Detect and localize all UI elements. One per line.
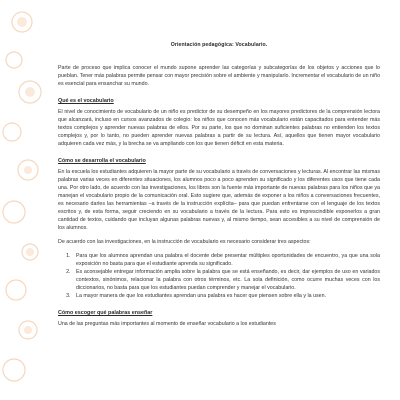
intro-paragraph: Parte de proceso que implica conocer el mundo supone aprender las categorías y subcategorías de los objetos y acciones que lo pueblan. Tener más palabras permite pensar con mayor precisión sobre el ambiente y manipularlo. Incrementar el vocabulario de un niño es esencial para ensanchar su mundo. (58, 65, 381, 87)
list-item: 3. La mayor manera de que los estudiantes aprendan una palabra es hacer que piensen sobre ella y la usen. (72, 292, 380, 300)
section-paragraph: De acuerdo con las investigaciones, en la instrucción de vocabulario es necesario considerar tres aspectos: (58, 239, 311, 245)
section-paragraph: Una de las preguntas más importantes al momento de enseñar vocabulario a los estudiantes (58, 321, 276, 327)
numbered-list (58, 252, 380, 300)
document-body (58, 42, 380, 334)
document-title: Orientación pedagógica: Vocabulario. (170, 42, 268, 48)
section-paragraph: En la escuela los estudiantes adquieren la mayor parte de su vocabulario a través de conversaciones y lecturas. Al encontrar las mismas palabras varias veces en diferentes situaciones, los alumnos poco a poco aprenden su significado y los diferentes usos que tiene cada una. Por otro lado, de acuerdo con las investigaciones, los libros son la fuente más importante de nuevas palabras para los niños que ya manejan el vocabulario propio de la comunicación oral. Esto sugiere que, además de exponer a los niños a conversaciones frecuentes, es necesario darles las herramientas –a través de la instrucción explícita– para que puedan enfrentarse con el lenguaje de los textos escritos y, de esta forma, seguir creciendo en su vocabulario a través de la lectura. Para esto es imprescindible exponerlos a gran cantidad de textos, cuidando que incluyan algunas palabras nuevas y, al mismo tiempo, sean accesibles a su nivel de comprensión de los alumnos. (58, 169, 380, 231)
list-item: 1. Para que los alumnos aprendan una palabra el docente debe presentar múltiples oportunidades de encuentro, ya que una sola exposición no basta para que el estudiante aprenda su significado. (72, 252, 380, 268)
decorative-circles-border (0, 0, 44, 400)
list-item: 2. Es aconsejable entregar información amplia sobre la palabra que se está enseñando, es decir, dar ejemplos de uso en variados contextos, sinónimos, relacionar la palabra con otros términos, etc. La sola definición, como ocurre muchas veces con los diccionarios, no basta para que los estudiantes puedan comprender y manejar el vocabulario. (72, 268, 380, 292)
section-heading: Qué es el vocabulario (58, 98, 114, 104)
section-paragraph: El nivel de conocimiento de vocabulario de un niño es predictor de su desempeño en los mayores predictores de la comprensión lectora que alcanzará, incluso en cursos avanzados de colegio: los niños que conocen más vocabulario están capacitados para entender más textos complejos y aprender nuevas palabras de ellos. Por su parte, los que no dominan suficientes palabras no entienden los textos complejos y, por lo tanto, no pueden aprender nuevas palabras a partir de su lectura. Así, aquellos que tienen mayor vocabulario adquieren cada vez más, y la brecha se va ampliando con los que tienen déficit en esta materia. (58, 109, 380, 147)
section-heading: Cómo se desarrolla el vocabulario (58, 158, 146, 164)
section-heading: Cómo escoger qué palabras enseñar (58, 310, 153, 316)
